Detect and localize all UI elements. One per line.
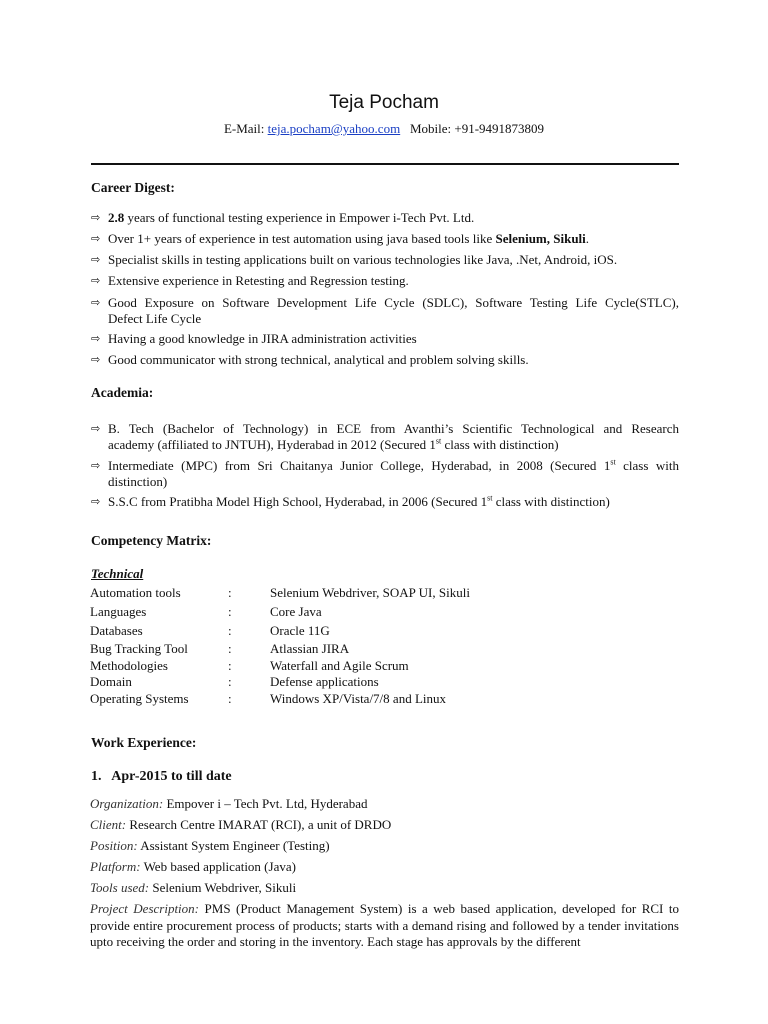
client-value: Research Centre IMARAT (RCI), a unit of DRDO <box>126 817 392 832</box>
platform-value: Web based application (Java) <box>140 859 296 874</box>
academia-heading: Academia: <box>91 385 154 400</box>
competency-value: Core Java <box>270 604 322 619</box>
client-line <box>90 817 680 833</box>
ordinal-suffix: st <box>610 457 616 467</box>
competency-label: Databases <box>90 623 143 638</box>
description-label: Project Description: <box>90 901 200 916</box>
competency-label: Methodologies <box>90 658 168 673</box>
experience-years: 2.8 <box>108 210 125 225</box>
competency-row <box>90 691 690 708</box>
email-link[interactable]: teja.pocham@yahoo.com <box>267 121 401 136</box>
academia-item <box>91 458 679 490</box>
competency-value: Atlassian JIRA <box>270 641 350 656</box>
competency-row <box>90 585 690 602</box>
career-item-text: Good Exposure on Software Development Life Cycle (SDLC), Software Testing Life Cycle(STLC), <box>108 295 679 310</box>
job-period: Apr-2015 to till date <box>111 769 232 784</box>
competency-value: Defense applications <box>270 674 379 689</box>
competency-colon: : <box>228 585 232 600</box>
academia-text-post: class with distinction) <box>492 494 610 509</box>
academia-text-post: class with <box>615 458 679 473</box>
competency-heading: Competency Matrix: <box>91 533 212 548</box>
job-title <box>91 769 232 785</box>
organization-label: Organization: <box>90 796 164 811</box>
tools-line <box>90 880 680 896</box>
platform-line <box>90 859 680 875</box>
competency-row <box>90 641 690 658</box>
competency-colon: : <box>228 604 232 619</box>
career-item <box>91 295 679 327</box>
competency-colon: : <box>228 623 232 638</box>
position-line <box>90 838 680 854</box>
competency-row <box>90 658 690 675</box>
candidate-name: Teja Pocham <box>329 92 439 113</box>
organization-value: Empover i – Tech Pvt. Ltd, Hyderabad <box>163 796 368 811</box>
competency-label: Languages <box>90 604 147 619</box>
competency-colon: : <box>228 691 232 706</box>
career-item <box>91 252 679 268</box>
career-item <box>91 273 679 289</box>
organization-line <box>90 796 680 812</box>
platform-label: Platform: <box>90 859 141 874</box>
competency-subheading: Technical <box>91 566 144 581</box>
career-heading: Career Digest: <box>91 180 175 195</box>
email-label: E-Mail: <box>223 121 265 136</box>
academia-item-text: B. Tech (Bachelor of Technology) in ECE from Avanthi’s Scientific Technological and Research <box>108 421 679 436</box>
position-value: Assistant System Engineer (Testing) <box>137 838 330 853</box>
career-item <box>91 352 679 368</box>
tools-value: Selenium Webdriver, Sikuli <box>149 880 297 895</box>
arrow-right-outline-icon: ⇨ <box>91 459 101 472</box>
competency-colon: : <box>228 641 232 656</box>
academia-text-pre: academy (affiliated to JNTUH), Hyderabad in 2012 (Secured 1 <box>108 437 436 452</box>
academia-item-text <box>108 494 679 510</box>
academia-text-post: class with distinction) <box>441 437 559 452</box>
arrow-right-outline-icon: ⇨ <box>91 332 101 345</box>
career-item-text-line2: Defect Life Cycle <box>108 311 202 326</box>
academia-item-text <box>108 458 679 474</box>
ordinal-suffix: st <box>435 436 442 446</box>
academia-item-text-line2: distinction) <box>108 474 168 489</box>
career-item-text: Extensive experience in Retesting and Regression testing. <box>108 273 409 288</box>
description-text: PMS (Product Management System) is a web based application, developed for RCI to provide entire procurement process of products; starts with a demand rising and followed by a tender invitations upto receiving the order and storing in the inventory. Each stage has approvals by the different <box>90 901 679 949</box>
header-divider <box>91 163 679 165</box>
tools-label: Tools used: <box>90 880 150 895</box>
career-item <box>91 210 679 226</box>
career-item-text: years of functional testing experience in Empower i-Tech Pvt. Ltd. <box>124 210 475 225</box>
competency-value: Waterfall and Agile Scrum <box>270 658 409 673</box>
career-item-text: Over 1+ years of experience in test automation using java based tools like <box>108 231 496 246</box>
arrow-right-outline-icon: ⇨ <box>91 211 101 224</box>
competency-colon: : <box>228 658 232 673</box>
competency-row <box>90 604 690 621</box>
arrow-right-outline-icon: ⇨ <box>91 353 101 366</box>
competency-label: Bug Tracking Tool <box>90 641 188 656</box>
work-heading: Work Experience: <box>91 735 197 750</box>
arrow-right-outline-icon: ⇨ <box>91 422 101 435</box>
competency-value: Oracle 11G <box>270 623 330 638</box>
job-number: 1. <box>91 769 102 784</box>
competency-value: Selenium Webdriver, SOAP UI, Sikuli <box>270 585 470 600</box>
mobile-label: Mobile: <box>409 121 452 136</box>
arrow-right-outline-icon: ⇨ <box>91 495 101 508</box>
career-item-bold: Selenium, Sikuli <box>495 231 586 246</box>
mobile-number: +91-9491873809 <box>454 121 545 136</box>
project-description <box>90 901 679 951</box>
academia-item <box>91 494 679 510</box>
competency-label: Automation tools <box>90 585 181 600</box>
client-label: Client: <box>90 817 127 832</box>
career-item-text: Specialist skills in testing applications built on various technologies like Java, .Net, Android, iOS. <box>108 252 618 267</box>
arrow-right-outline-icon: ⇨ <box>91 296 101 309</box>
competency-value: Windows XP/Vista/7/8 and Linux <box>270 691 446 706</box>
arrow-right-outline-icon: ⇨ <box>91 253 101 266</box>
academia-item <box>91 421 679 453</box>
competency-label: Domain <box>90 674 132 689</box>
competency-colon: : <box>228 674 232 689</box>
competency-row <box>90 674 690 691</box>
arrow-right-outline-icon: ⇨ <box>91 232 101 245</box>
academia-text-pre: Intermediate (MPC) from Sri Chaitanya Junior College, Hyderabad, in 2008 (Secured 1 <box>108 458 611 473</box>
career-item-text-end: . <box>585 231 590 246</box>
arrow-right-outline-icon: ⇨ <box>91 274 101 287</box>
career-item-text: Having a good knowledge in JIRA administration activities <box>108 331 417 346</box>
career-item <box>91 331 679 347</box>
contact-line <box>0 121 768 137</box>
ordinal-suffix: st <box>487 493 493 503</box>
academia-item-text-line2 <box>108 437 679 453</box>
competency-row <box>90 623 690 640</box>
position-label: Position: <box>90 838 138 853</box>
career-item <box>91 231 679 247</box>
career-item-text: Good communicator with strong technical, analytical and problem solving skills. <box>108 352 529 367</box>
academia-text-pre: S.S.C from Pratibha Model High School, Hyderabad, in 2006 (Secured 1 <box>108 494 488 509</box>
competency-label: Operating Systems <box>90 691 189 706</box>
